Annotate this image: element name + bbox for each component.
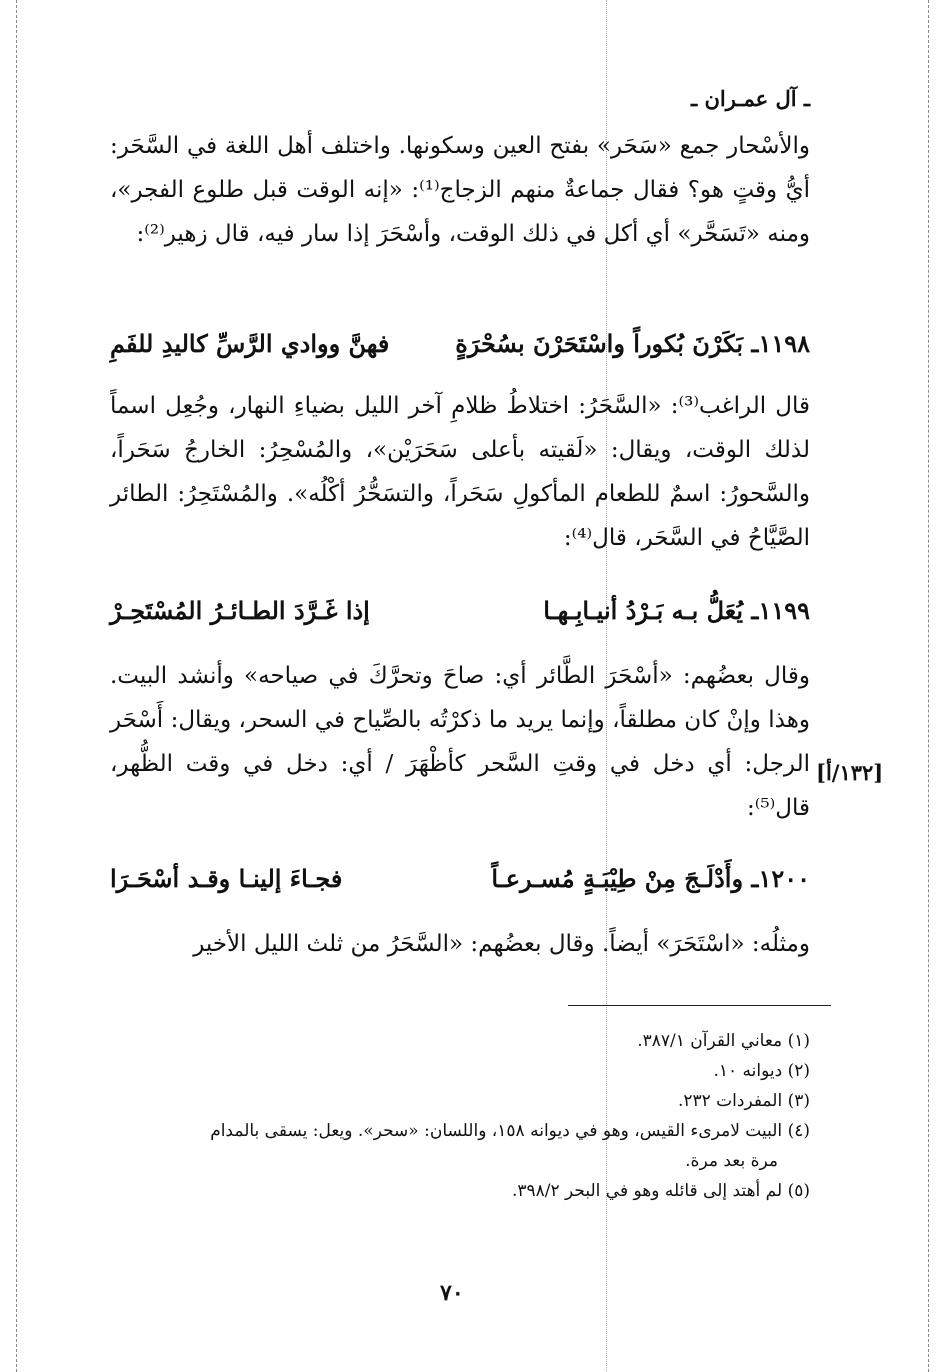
footnote-text: ديوانه ١٠. — [713, 1061, 783, 1081]
paragraph-2: قال الراغب⁽³⁾: «السَّحَرُ: اختلاطُ ظلامِ آخر الليل بضياءِ النهار، وجُعِل اسماً لذلك الوقت، ويقال: «لَقيته بأعلى سَحَرَيْن»، والمُسْحِرُ: الخارجُ سَحَراً، والسَّحورُ: اسمٌ للطعام المأكولِ سَحَراً، والتسَحُّرُ أكْلُه». والمُسْتَحِرُ: الطائر الصَّيَّاحُ في السَّحَر، قال⁽⁴⁾: — [110, 393, 810, 551]
footnotes — [110, 1026, 810, 1206]
page-number: ٧٠ — [440, 1280, 464, 1306]
footnote-number: (٢) — [787, 1061, 810, 1081]
verse-1199 — [110, 596, 810, 636]
footnote-4 — [110, 1116, 810, 1176]
footnote-1 — [110, 1026, 810, 1056]
footnote-text: المفردات ٢٣٢. — [677, 1091, 783, 1111]
verse-1198-second: فهنَّ ووادي الرَّسِّ كاليدِ للفَمِ — [110, 329, 390, 358]
verse-1200 — [110, 864, 810, 904]
footnote-text: لم أهتد إلى قائله وهو في البحر ٣٩٨/٢. — [511, 1181, 783, 1201]
manuscript-folio-ref: [١٣٢/أ] — [816, 760, 884, 785]
footnote-number: (٣) — [787, 1091, 810, 1111]
verse-1200-first: ١٢٠٠ـ وأَدْلَـجَ مِنْ طِيْبَـةٍ مُسـرعـاً — [491, 864, 810, 893]
footnote-text-continued: مرة بعد مرة. — [685, 1151, 778, 1171]
footnote-3 — [110, 1086, 810, 1116]
paragraph-3: وقال بعضُهم: «أسْحَرَ الطَّائر أي: صاحَ وتحرَّكَ في صياحه» وأنشد البيت. وهذا وإنْ كان مطلقاً، وإنما يريد ما ذكرْتُه بالصِّياح في السحر، ويقال: أَسْحَر الرجل: أي دخل في وقتِ السَّحر كأظْهَرَ / أي: دخل في وقت الظُّهر، قال⁽⁵⁾: — [110, 663, 810, 821]
footnote-number: (٤) — [787, 1121, 810, 1141]
footnote-number: (٥) — [787, 1181, 810, 1201]
scan-guide-left — [16, 0, 17, 1372]
footnote-separator — [568, 1005, 831, 1006]
footnote-text: معاني القرآن ٣٨٧/١. — [637, 1031, 783, 1051]
footnote-text: البيت لامرىء القيس، وهو في ديوانه ١٥٨، واللسان: «سحر». ويعل: يسقى بالمدام — [210, 1121, 783, 1141]
verse-1198 — [110, 329, 810, 369]
verse-1198-first: ١١٩٨ـ بَكَرْنَ بُكوراً واسْتَحَرْنَ بسُحْرَةٍ — [455, 329, 810, 358]
footnote-5 — [110, 1176, 810, 1206]
footnote-2 — [110, 1056, 810, 1086]
paragraph-1: والأسْحار جمع «سَحَر» بفتح العين وسكونها. واختلف أهل اللغة في السَّحَر: أيُّ وقتٍ هو؟ فقال جماعةٌ منهم الزجاج⁽¹⁾: «إنه الوقت قبل طلوع الفجر»، ومنه «تَسَحَّر» أي أكل في ذلك الوقت، وأسْحَرَ إذا سار فيه، قال زهير⁽²⁾: — [110, 133, 810, 247]
verse-1199-second: إذا غَـرَّدَ الطـائـرُ المُسْتَحِـرْ — [110, 596, 370, 625]
paragraph-4: ومثلُه: «اسْتَحَرَ» أيضاً. وقال بعضُهم: «السَّحَرُ من ثلث الليل الأخير — [193, 931, 810, 957]
running-header: ـ آل عمـران ـ — [691, 86, 810, 111]
scan-guide-right — [928, 0, 929, 1372]
footnote-number: (١) — [787, 1031, 810, 1051]
verse-1199-first: ١١٩٩ـ يُعَلُّ بـه بَـرْدُ أنيـابِـهـا — [543, 596, 810, 625]
verse-1200-second: فجـاءَ إلينـا وقـد أسْحَـرَا — [110, 864, 343, 893]
